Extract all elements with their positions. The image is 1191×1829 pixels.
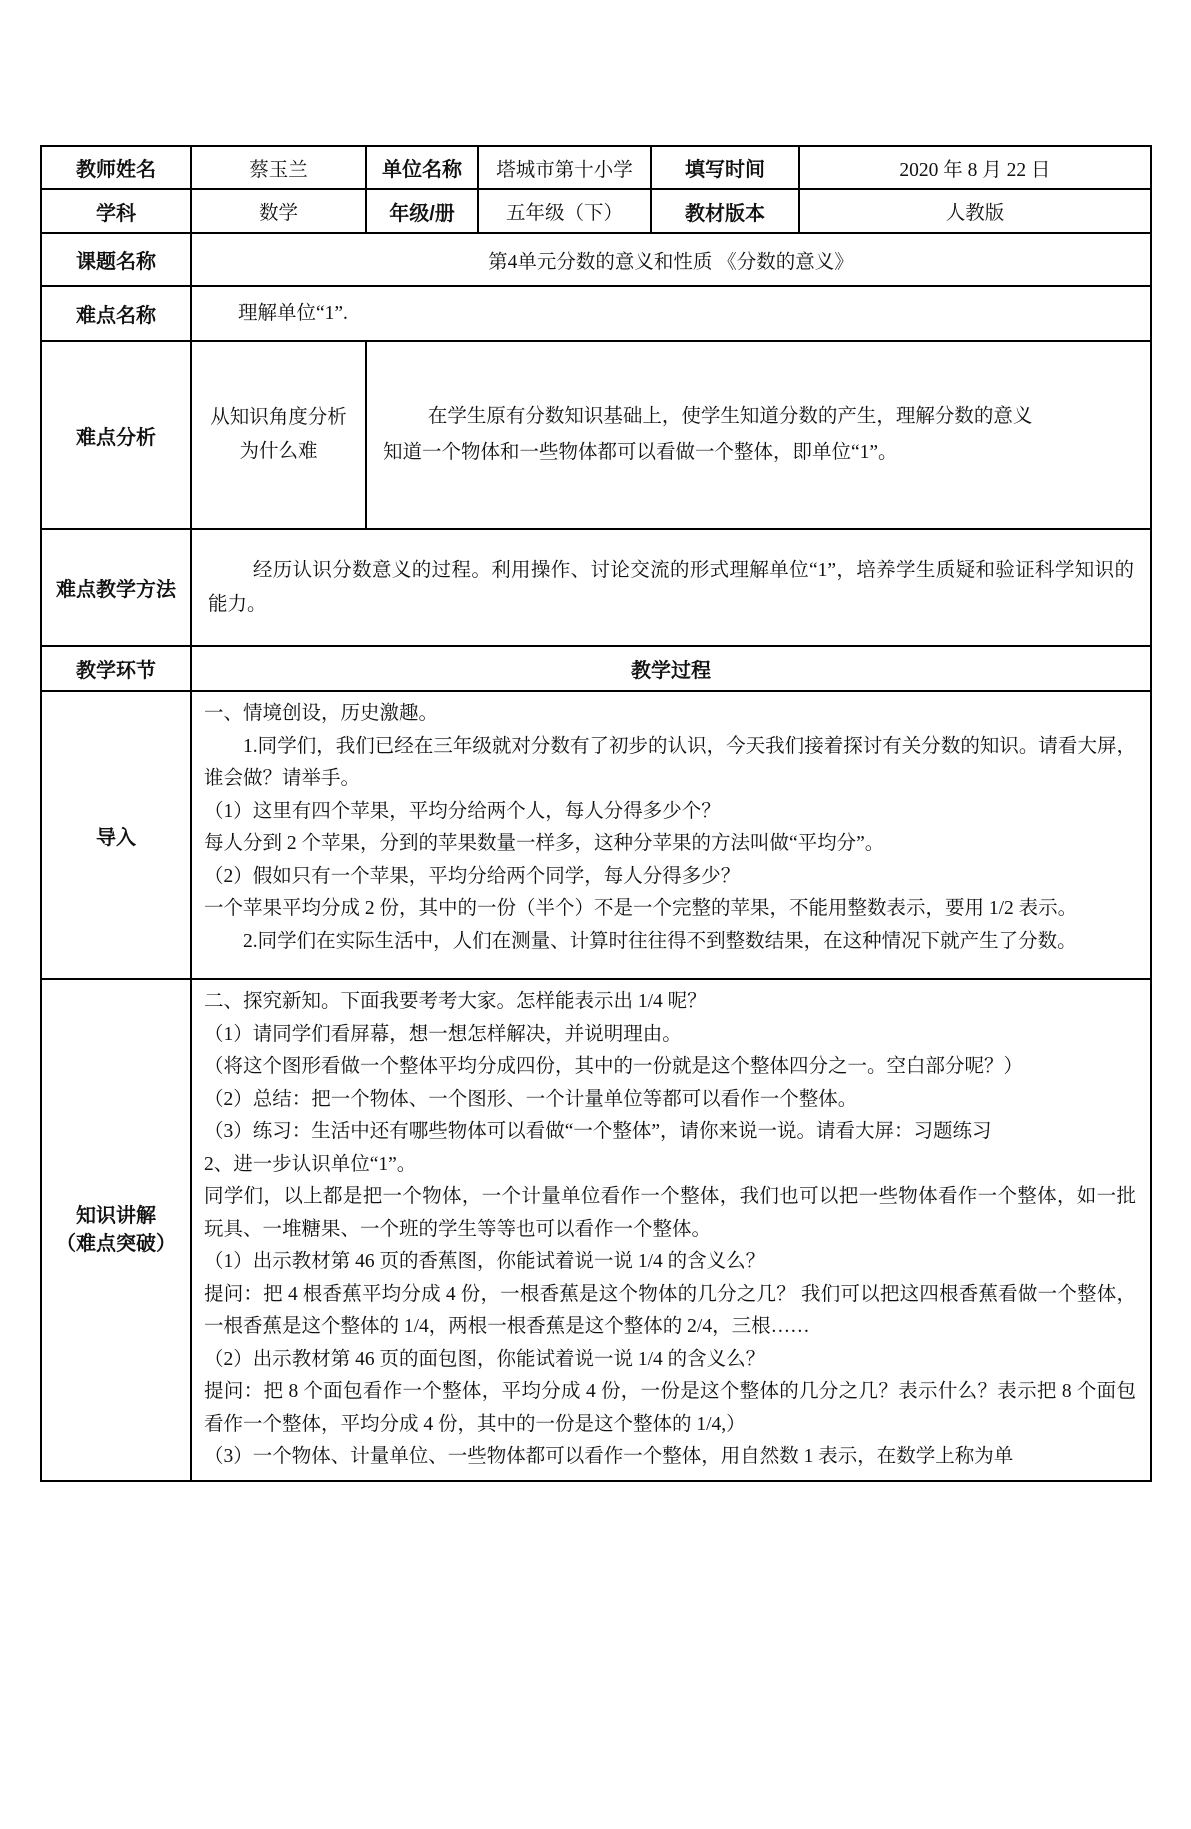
table-row xyxy=(41,286,1151,341)
paragraph: （1）请同学们看屏幕，想一想怎样解决，并说明理由。 xyxy=(204,1023,682,1045)
table-row xyxy=(41,146,1151,189)
process-header-value: 教学过程 xyxy=(191,646,1151,691)
explain-label xyxy=(41,979,191,1481)
unit-name-label: 单位名称 xyxy=(366,146,478,189)
grade-value: 五年级（下） xyxy=(478,189,651,233)
explain-content xyxy=(191,979,1151,1481)
table-row xyxy=(41,529,1151,646)
paragraph: 2、进一步认识单位“1”。 xyxy=(204,1153,417,1175)
paragraph: 2.同学们在实际生活中，人们在测量、计算时往往得不到整数结果，在这种情况下就产生了分数。 xyxy=(204,930,1077,952)
table-row xyxy=(41,189,1151,233)
fill-date-label: 填写时间 xyxy=(651,146,799,189)
difficulty-method-label: 难点教学方法 xyxy=(41,529,191,646)
subject-label: 学科 xyxy=(41,189,191,233)
paragraph: （1）出示教材第 46 页的香蕉图，你能试着说一说 1/4 的含义么？ xyxy=(204,1251,766,1272)
teacher-name-label: 教师姓名 xyxy=(41,146,191,189)
paragraph: 每人分到 2 个苹果，分到的苹果数量一样多，这种分苹果的方法叫做“平均分”。 xyxy=(204,833,885,854)
topic-label: 课题名称 xyxy=(41,233,191,286)
paragraph: 1.同学们，我们已经在三年级就对分数有了初步的认识，今天我们接着探讨有关分数的知识。请看大屏，谁会做？请举手。 xyxy=(204,735,1136,789)
intro-label: 导入 xyxy=(41,691,191,979)
analysis-line-1: 在学生原有分数知识基础上，使学生知道分数的产生，理解分数的意义 xyxy=(427,406,1033,427)
difficulty-method-content xyxy=(191,529,1151,646)
process-header-label: 教学环节 xyxy=(41,646,191,691)
explain-label-line-1: 知识讲解 xyxy=(76,1204,156,1227)
table-row xyxy=(41,646,1151,691)
paragraph: （2）出示教材第 46 页的面包图，你能试着说一说 1/4 的含义么？ xyxy=(204,1348,766,1370)
table-row xyxy=(41,341,1151,529)
paragraph: 一个苹果平均分成 2 份，其中的一份（半个）不是一个完整的苹果，不能用整数表示，要用 1/2 表示。 xyxy=(204,898,1078,919)
lesson-plan-page xyxy=(0,145,1191,1829)
paragraph: 提问：把 4 根香蕉平均分成 4 份，一根香蕉是这个物体的几分之几？ 我们可以把这四根香蕉看做一个整体，一根香蕉是这个整体的 1/4，两根一根香蕉是这个整体的 2/4，三根…… xyxy=(204,1283,1136,1337)
intro-content xyxy=(191,691,1151,979)
grade-label: 年级/册 xyxy=(366,189,478,233)
paragraph: （2）假如只有一个苹果，平均分给两个同学，每人分得多少？ xyxy=(204,865,741,887)
paragraph: （2）总结：把一个物体、一个图形、一个计量单位等都可以看作一个整体。 xyxy=(204,1088,858,1110)
aspect-line-2: 为什么难 xyxy=(239,441,318,462)
explain-label-line-2: （难点突破） xyxy=(56,1232,176,1255)
unit-name-value: 塔城市第十小学 xyxy=(478,146,651,189)
paragraph: （将这个图形看做一个整体平均分成四份，其中的一份就是这个整体四分之一。空白部分呢？） xyxy=(204,1056,1024,1077)
paragraph: （3）练习：生活中还有哪些物体可以看做“一个整体”，请你来说一说。请看大屏：习题练习 xyxy=(204,1121,992,1142)
table-row xyxy=(41,691,1151,979)
edition-value: 人教版 xyxy=(799,189,1151,233)
analysis-line-2: 知道一个物体和一些物体都可以看做一个整体，即单位“1”。 xyxy=(383,442,898,463)
paragraph: （1）这里有四个苹果，平均分给两个人，每人分得多少个？ xyxy=(204,800,721,822)
difficulty-name-value: 理解单位“1”. xyxy=(191,286,1151,341)
paragraph: 一、情境创设，历史激趣。 xyxy=(204,703,439,724)
subject-value: 数学 xyxy=(191,189,366,233)
topic-value: 第4单元分数的意义和性质 《分数的意义》 xyxy=(191,233,1151,286)
table-row xyxy=(41,979,1151,1481)
lesson-plan-table xyxy=(40,145,1152,1482)
paragraph: 同学们，以上都是把一个物体，一个计量单位看作一个整体，我们也可以把一些物体看作一个整体，如一批玩具、一堆糖果、一个班的学生等等也可以看作一个整体。 xyxy=(204,1186,1136,1240)
difficulty-analysis-aspect xyxy=(191,341,366,529)
paragraph: （3）一个物体、计量单位、一些物体都可以看作一个整体，用自然数 1 表示，在数学上称为单 xyxy=(204,1446,1014,1467)
paragraph: 提问：把 8 个面包看作一个整体，平均分成 4 份，一份是这个整体的几分之几？表示什么？表示把 8 个面包看作一个整体，平均分成 4 份，其中的一份是这个整体的 1/4,） xyxy=(204,1381,1136,1435)
fill-date-value: 2020 年 8 月 22 日 xyxy=(799,146,1151,189)
difficulty-name-label: 难点名称 xyxy=(41,286,191,341)
difficulty-analysis-label: 难点分析 xyxy=(41,341,191,529)
method-paragraph: 经历认识分数意义的过程。利用操作、讨论交流的形式理解单位“1”，培养学生质疑和验证科学知识的能力。 xyxy=(208,559,1134,615)
table-row xyxy=(41,233,1151,286)
edition-label: 教材版本 xyxy=(651,189,799,233)
teacher-name-value: 蔡玉兰 xyxy=(191,146,366,189)
difficulty-analysis-content xyxy=(366,341,1151,529)
paragraph: 二、探究新知。下面我要考考大家。怎样能表示出 1/4 呢？ xyxy=(204,991,707,1012)
aspect-line-1: 从知识角度分析 xyxy=(210,407,347,428)
